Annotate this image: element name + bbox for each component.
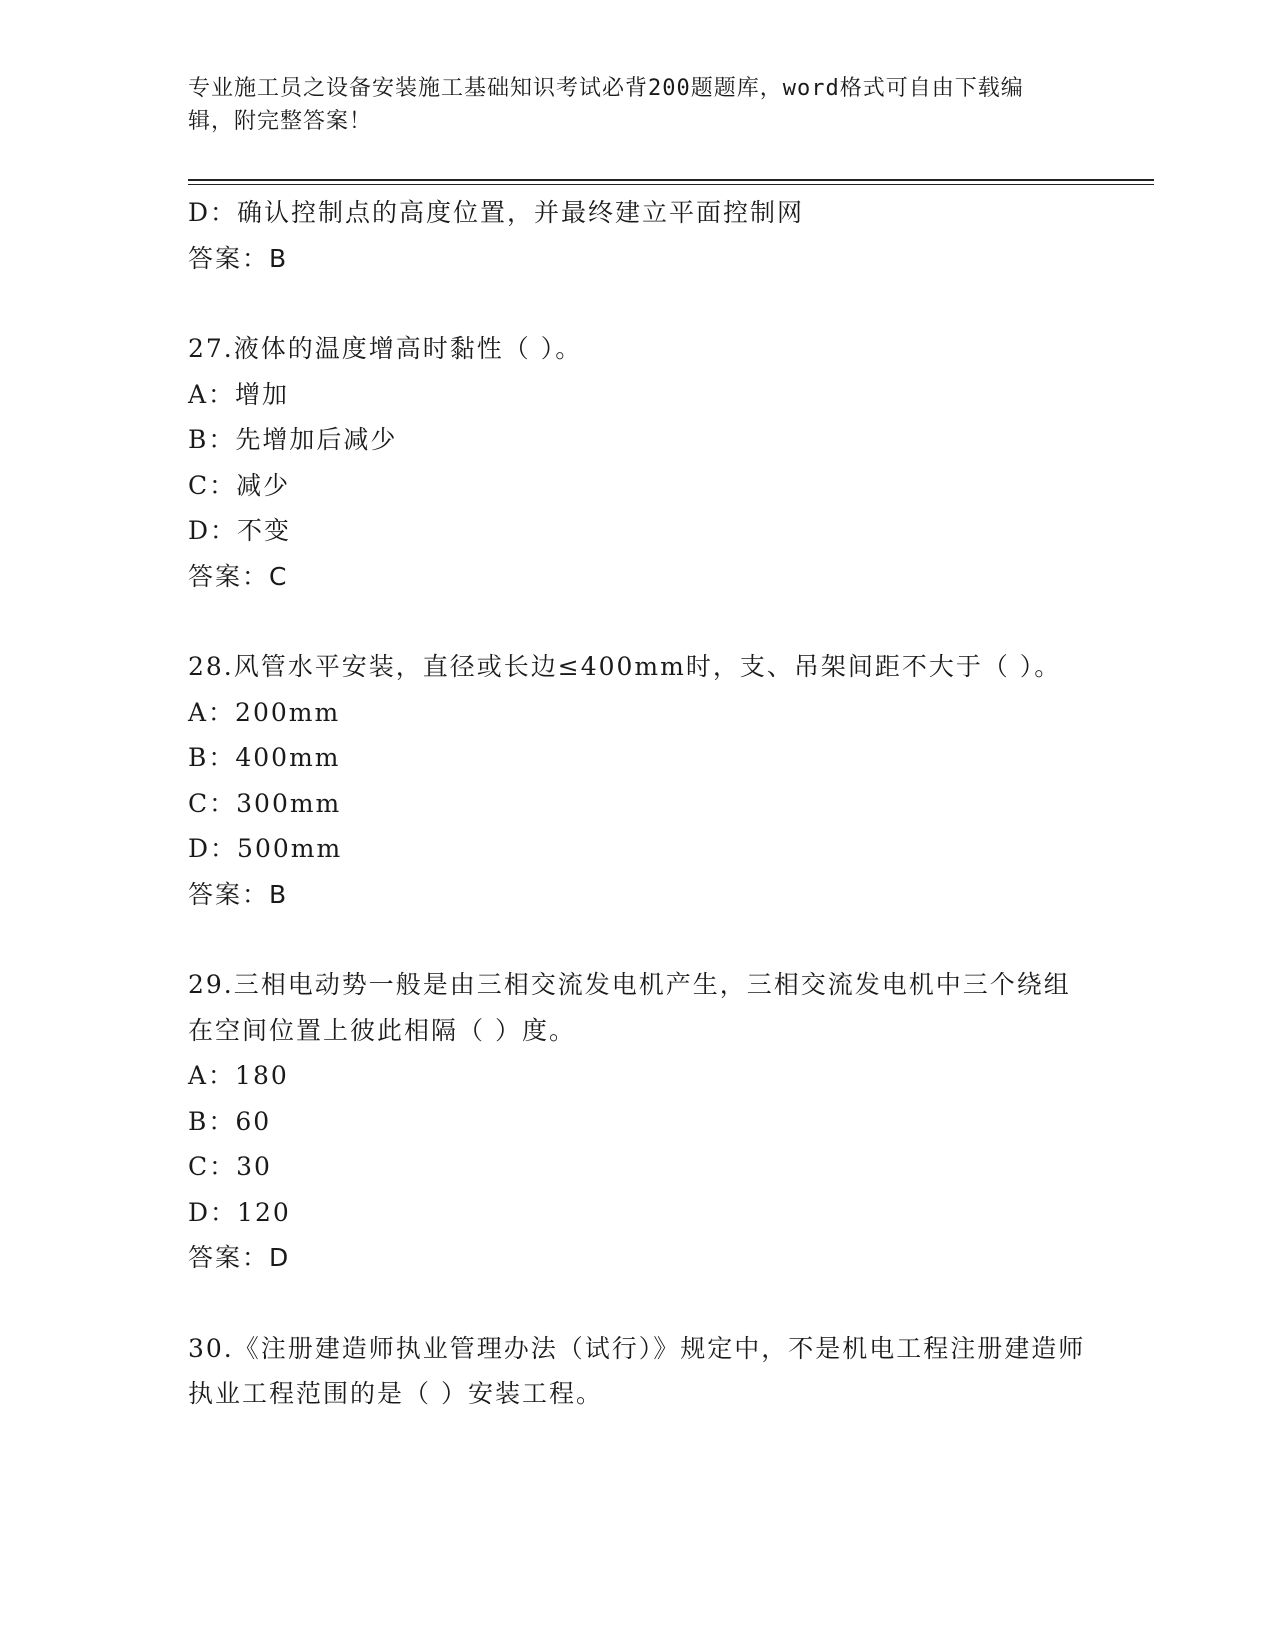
question-27 [188,326,1088,599]
carryover-option-d: D：确认控制点的高度位置，并最终建立平面控制网 [188,198,805,227]
question-stem: 30.《注册建造师执业管理办法（试行）》规定中，不是机电工程注册建造师执业工程范围的是（ ）安装工程。 [188,1333,1086,1408]
question-28 [188,644,1088,917]
option-b: B：400mm [188,743,341,772]
option-b: B：先增加后减少 [188,425,398,454]
answer-line: 答案：B [188,879,289,909]
option-c: C：300mm [188,788,342,818]
question-list [188,190,1088,1417]
question-30 [188,1326,1088,1417]
question-stem: 28.风管水平安装，直径或长边≤400mm时，支、吊架间距不大于（ ）。 [188,652,1062,681]
option-d: D：120 [188,1197,291,1227]
option-b: B：60 [188,1106,272,1136]
option-c: C：30 [188,1152,272,1181]
document-header: 专业施工员之设备安装施工基础知识考试必背200题题库，word格式可自由下载编辑，附完整答案！ [188,76,1024,134]
option-a: A：180 [188,1061,289,1090]
option-a: A：增加 [188,379,290,409]
question-stem: 27.液体的温度增高时黏性（ ）。 [188,334,583,363]
option-d: D：不变 [188,516,292,545]
question-29 [188,962,1088,1281]
answer-line: 答案：C [188,561,289,591]
header-divider-thin [188,184,1154,185]
option-a: A：200mm [188,697,341,727]
answer-line: 答案：D [188,1243,291,1272]
question-stem: 29.三相电动势一般是由三相交流发电机产生，三相交流发电机中三个绕组在空间位置上彼此相隔（ ）度。 [188,970,1071,1045]
option-c: C：减少 [188,470,291,500]
option-d: D：500mm [188,834,343,863]
carryover-answer: 答案：B [188,243,289,273]
header-divider-thick [188,179,1154,181]
